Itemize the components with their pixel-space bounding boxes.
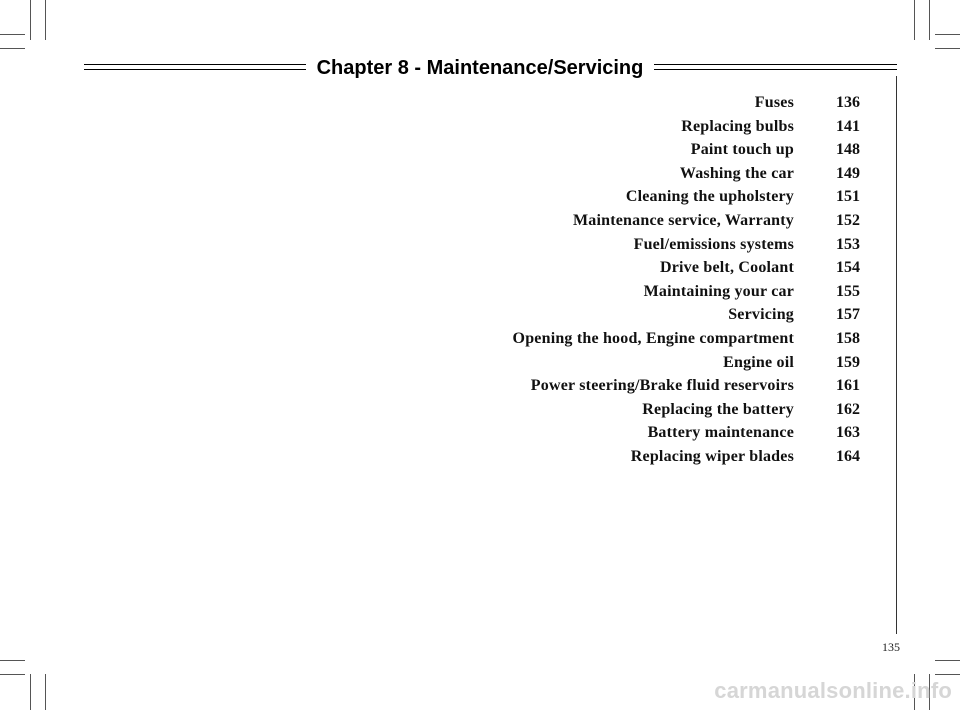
toc-entry-page: 152 — [836, 211, 860, 229]
crop-mark — [0, 674, 25, 675]
toc-entry[interactable] — [400, 351, 880, 375]
toc-entry[interactable] — [400, 209, 880, 233]
crop-mark — [929, 0, 930, 40]
toc-entry-title: Servicing — [728, 306, 794, 324]
crop-mark — [935, 674, 960, 675]
toc-entry-title: Fuel/emissions systems — [633, 235, 794, 253]
toc-entry[interactable] — [400, 138, 880, 162]
chapter-rule-right — [654, 64, 897, 70]
toc-entry-title: Cleaning the upholstery — [625, 188, 794, 206]
toc-entry-title: Engine oil — [723, 353, 794, 371]
toc-entry[interactable] — [400, 398, 880, 422]
toc-entry[interactable] — [400, 327, 880, 351]
toc-entry[interactable] — [400, 421, 880, 445]
watermark: carmanualsonline.info — [714, 678, 952, 703]
toc-entry-title: Drive belt, Coolant — [659, 259, 794, 277]
toc-entry-page: 136 — [836, 94, 860, 111]
toc-entry[interactable] — [400, 374, 880, 398]
crop-mark — [45, 674, 46, 710]
crop-mark — [0, 48, 25, 49]
toc-entry-title: Replacing bulbs — [681, 117, 794, 135]
toc-entry-title: Paint touch up — [690, 141, 794, 159]
toc-entry[interactable] — [400, 233, 880, 257]
toc-entry-title: Maintenance service, Warranty — [572, 211, 794, 229]
toc-entry[interactable] — [400, 280, 880, 304]
toc-entry[interactable] — [400, 185, 880, 209]
toc-entry-title: Battery maintenance — [647, 424, 794, 442]
crop-mark — [30, 674, 31, 710]
toc-entry-title: Washing the car — [679, 164, 794, 182]
toc-entry-title: Maintaining your car — [643, 282, 794, 300]
crop-mark — [914, 0, 915, 40]
chapter-rule-left — [84, 64, 306, 70]
margin-rule — [896, 76, 897, 634]
toc-entry-title: Power steering/Brake fluid reservoirs — [530, 377, 794, 395]
toc-entry[interactable] — [400, 91, 880, 115]
toc-entry-page: 159 — [836, 353, 860, 371]
toc-entry[interactable] — [400, 445, 880, 469]
toc-entry-page: 154 — [836, 259, 860, 277]
crop-mark — [0, 660, 25, 661]
crop-mark — [935, 34, 960, 35]
toc-entry[interactable] — [400, 115, 880, 139]
toc-entry-page: 161 — [836, 377, 860, 395]
toc-entry-title: Replacing the battery — [642, 400, 794, 418]
toc-entry-page: 157 — [836, 306, 860, 324]
table-of-contents — [400, 91, 880, 469]
toc-entry-page: 153 — [836, 235, 860, 253]
toc-entry-page: 164 — [836, 447, 860, 465]
toc-entry-page: 158 — [836, 329, 860, 347]
toc-entry[interactable] — [400, 162, 880, 186]
toc-entry[interactable] — [400, 256, 880, 280]
crop-mark — [45, 0, 46, 40]
crop-mark — [0, 34, 25, 35]
toc-entry-page: 163 — [836, 424, 860, 442]
toc-entry-title: Opening the hood, Engine compartment — [512, 329, 794, 347]
toc-entry-page: 141 — [836, 117, 860, 135]
toc-entry-page: 155 — [836, 282, 860, 300]
toc-entry-title: Fuses — [754, 94, 794, 111]
toc-entry-title: Replacing wiper blades — [630, 447, 794, 465]
toc-entry-page: 162 — [836, 400, 860, 418]
crop-mark — [30, 0, 31, 40]
toc-entry-page: 149 — [836, 164, 860, 182]
toc-entry[interactable] — [400, 303, 880, 327]
page-number: 135 — [882, 640, 900, 654]
chapter-title: Chapter 8 - Maintenance/Servicing — [316, 57, 644, 79]
crop-mark — [935, 48, 960, 49]
toc-entry-page: 148 — [836, 141, 860, 159]
crop-mark — [935, 660, 960, 661]
toc-entry-page: 151 — [836, 188, 860, 206]
